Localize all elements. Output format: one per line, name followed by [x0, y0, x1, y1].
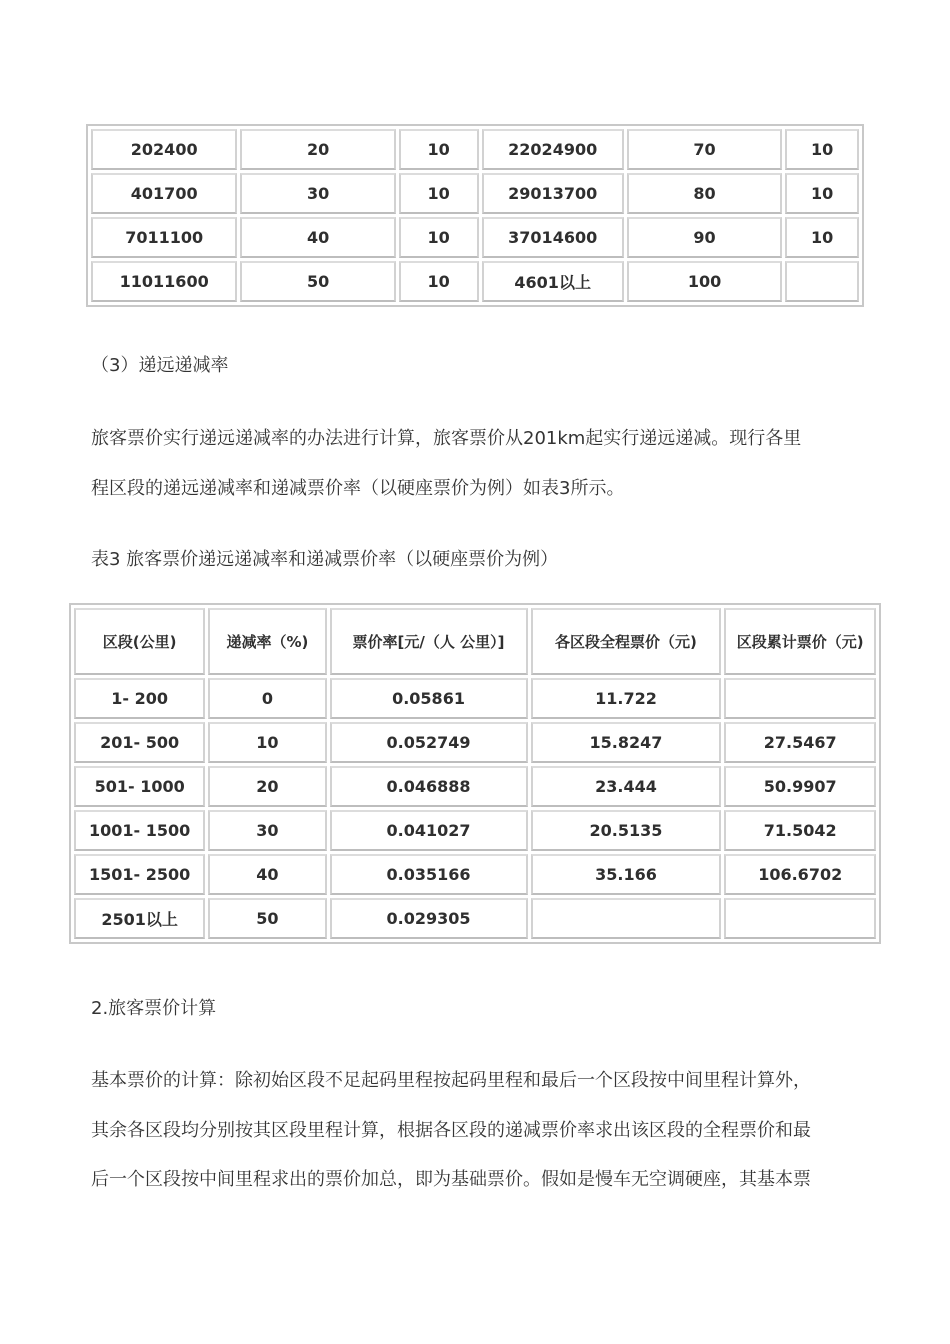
table-cell: 10	[785, 173, 859, 214]
table-cell: 201- 500	[74, 722, 205, 763]
table-cell: 1- 200	[74, 678, 205, 719]
table-cell: 15.8247	[531, 722, 722, 763]
table-cell: 27.5467	[724, 722, 876, 763]
table-cell: 0.035166	[330, 854, 528, 895]
table-cell: 70	[627, 129, 782, 170]
table-row	[74, 854, 876, 895]
table-cell: 10	[399, 129, 479, 170]
paragraph-line: 基本票价的计算：除初始区段不足起码里程按起码里程和最后一个区段按中间里程计算外，	[91, 1070, 811, 1091]
table-cell: 10	[399, 217, 479, 258]
table-cell: 37014600	[482, 217, 624, 258]
table-cell: 40	[240, 217, 395, 258]
table-row	[74, 766, 876, 807]
table-cell: 50.9907	[724, 766, 876, 807]
paragraph-line: 其余各区段均分别按其区段里程计算，根据各区段的递减票价率求出该区段的全程票价和最	[91, 1120, 811, 1141]
table-cell: 40	[208, 854, 326, 895]
table-cell: 71.5042	[724, 810, 876, 851]
table-cell: 106.6702	[724, 854, 876, 895]
table-row	[91, 217, 859, 258]
mileage-table	[86, 124, 864, 307]
paragraph-line: 旅客票价实行递远递减率的办法进行计算，旅客票价从201km起实行递远递减。现行各里	[91, 428, 802, 449]
table-caption: 表3 旅客票价递远递减率和递减票价率（以硬座票价为例）	[91, 549, 559, 570]
table-cell: 90	[627, 217, 782, 258]
table-cell: 11011600	[91, 261, 237, 302]
table-cell: 10	[785, 217, 859, 258]
paragraph-line: 后一个区段按中间里程求出的票价加总，即为基础票价。假如是慢车无空调硬座，其基本票	[91, 1169, 811, 1190]
fare-rate-table	[69, 603, 881, 944]
table-cell: 0.029305	[330, 898, 528, 939]
column-header: 区段累计票价（元)	[724, 608, 876, 675]
table-cell: 202400	[91, 129, 237, 170]
table-row	[74, 898, 876, 939]
column-header: 票价率[元/（人 公里）]	[330, 608, 528, 675]
table-cell: 0.046888	[330, 766, 528, 807]
table-cell: 10	[399, 173, 479, 214]
table-cell	[724, 898, 876, 939]
table-cell: 20.5135	[531, 810, 722, 851]
table-cell: 22024900	[482, 129, 624, 170]
table-cell: 10	[208, 722, 326, 763]
table-header-row	[74, 608, 876, 675]
table-cell: 11.722	[531, 678, 722, 719]
section-heading-3: （3）递远递减率	[91, 355, 229, 376]
table-cell	[724, 678, 876, 719]
table-cell: 23.444	[531, 766, 722, 807]
table-row	[74, 722, 876, 763]
table-cell: 501- 1000	[74, 766, 205, 807]
table-cell: 0.041027	[330, 810, 528, 851]
table-row	[74, 810, 876, 851]
table-cell: 10	[785, 129, 859, 170]
table-row	[91, 129, 859, 170]
table-cell: 401700	[91, 173, 237, 214]
table-cell: 10	[399, 261, 479, 302]
table-cell: 100	[627, 261, 782, 302]
table-cell: 80	[627, 173, 782, 214]
table-cell: 30	[240, 173, 395, 214]
table-cell: 1501- 2500	[74, 854, 205, 895]
column-header: 区段(公里)	[74, 608, 205, 675]
table-cell: 35.166	[531, 854, 722, 895]
table-row	[91, 173, 859, 214]
column-header: 递减率（%)	[208, 608, 326, 675]
table-cell: 20	[240, 129, 395, 170]
column-header: 各区段全程票价（元)	[531, 608, 722, 675]
table-cell: 0	[208, 678, 326, 719]
table-cell	[531, 898, 722, 939]
table-row	[74, 678, 876, 719]
table-cell: 1001- 1500	[74, 810, 205, 851]
table-cell: 0.052749	[330, 722, 528, 763]
table-cell: 50	[240, 261, 395, 302]
table-cell: 2501以上	[74, 898, 205, 939]
table-cell: 30	[208, 810, 326, 851]
table-cell: 0.05861	[330, 678, 528, 719]
section-heading-2: 2.旅客票价计算	[91, 998, 217, 1019]
table-cell: 29013700	[482, 173, 624, 214]
table-cell: 50	[208, 898, 326, 939]
table-cell: 4601以上	[482, 261, 624, 302]
paragraph-line: 程区段的递远递减率和递减票价率（以硬座票价为例）如表3所示。	[91, 478, 625, 499]
table-cell: 20	[208, 766, 326, 807]
table-row	[91, 261, 859, 302]
table-cell: 7011100	[91, 217, 237, 258]
table-cell	[785, 261, 859, 302]
